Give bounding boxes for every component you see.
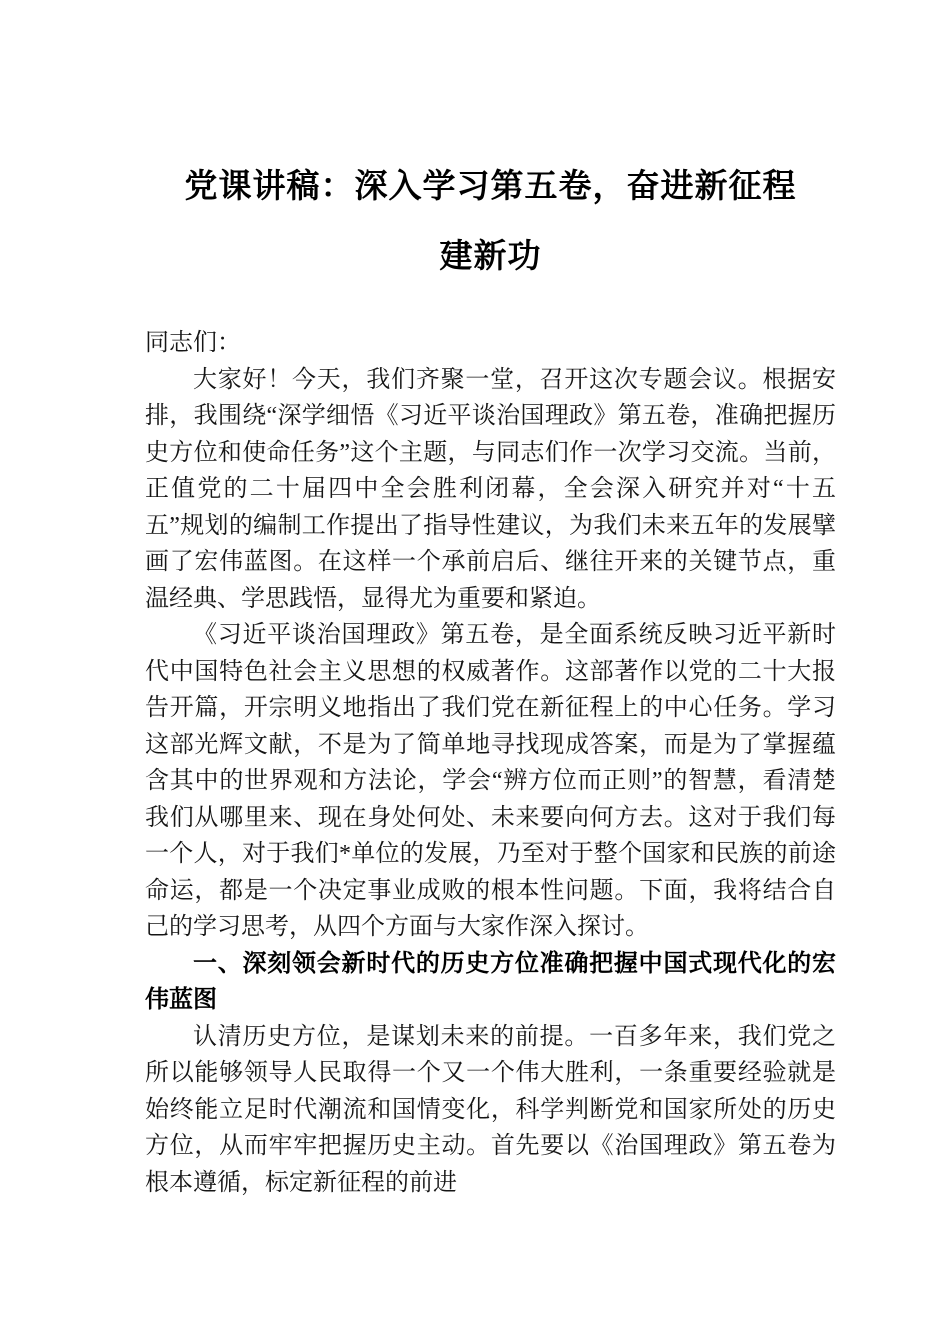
paragraph: 同志们： bbox=[145, 330, 241, 356]
document-title-line2: 建新功 bbox=[439, 239, 542, 275]
document-title bbox=[145, 152, 836, 292]
document-title-line1: 党课讲稿：深入学习第五卷，奋进新征程 bbox=[184, 169, 797, 205]
paragraph: 一、深刻领会新时代的历史方位准确把握中国式现代化的宏伟蓝图 bbox=[145, 950, 836, 1013]
paragraph: 《习近平谈治国理政》第五卷，是全面系统反映习近平新时代中国特色社会主义思想的权威著作。这部著作以党的二十大报告开篇，开宗明义地指出了我们党在新征程上的中心任务。学习这部光辉文献，不是为了简单地寻找现成答案，而是为了掌握蕴含其中的世界观和方法论，学会“辨方位而正则”的智慧，看清楚我们从哪里来、现在身处何处、未来要向何方去。这对于我们每一个人，对于我们*单位的发展，乃至对于整个国家和民族的前途命运，都是一个决定事业成败的根本性问题。下面，我将结合自己的学习思考，从四个方面与大家作深入探讨。 bbox=[145, 622, 836, 940]
paragraph: 认清历史方位，是谋划未来的前提。一百多年来，我们党之所以能够领导人民取得一个又一个伟大胜利，一条重要经验就是始终能立足时代潮流和国情变化，科学判断党和国家所处的历史方位，从而牢牢把握历史主动。首先要以《治国理政》第五卷为根本遵循，标定新征程的前进 bbox=[145, 1023, 836, 1196]
document-body bbox=[145, 325, 836, 1201]
paragraph: 大家好！今天，我们齐聚一堂，召开这次专题会议。根据安排，我围绕“深学细悟《习近平谈治国理政》第五卷，准确把握历史方位和使命任务”这个主题，与同志们作一次学习交流。当前，正值党的二十届四中全会胜利闭幕，全会深入研究并对“十五五”规划的编制工作提出了指导性建议，为我们未来五年的发展擘画了宏伟蓝图。在这样一个承前启后、继往开来的关键节点，重温经典、学思践悟，显得尤为重要和紧迫。 bbox=[145, 366, 836, 612]
